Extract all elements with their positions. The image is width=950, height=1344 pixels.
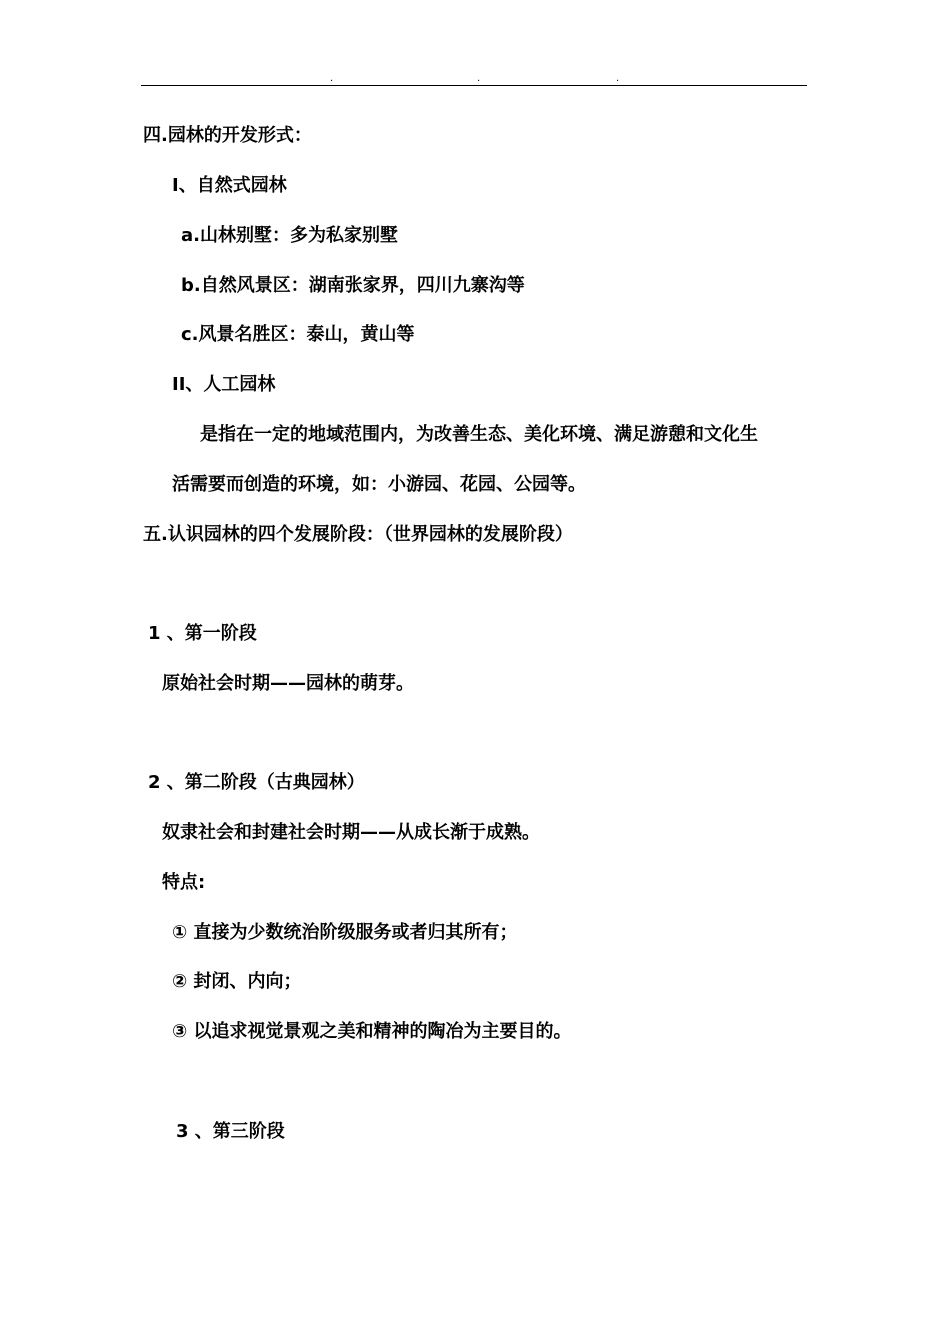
feature-item: ① 直接为少数统治阶级服务或者归其所有；: [172, 922, 518, 943]
features-label: 特点:: [162, 872, 206, 893]
header-dot: .: [477, 73, 481, 84]
paragraph-line: 活需要而创造的环境，如：小游园、花园、公园等。: [172, 474, 586, 495]
header-dot: .: [330, 73, 334, 84]
header-dot: .: [616, 73, 620, 84]
header-rule: [141, 85, 807, 86]
list-item: c.风景名胜区：泰山，黄山等: [181, 324, 415, 345]
list-item: a.山林别墅：多为私家别墅: [181, 225, 398, 246]
list-item: b.自然风景区：湖南张家界，四川九寨沟等: [181, 275, 525, 296]
stage-heading: 3 、第三阶段: [176, 1121, 285, 1142]
stage-heading: 1 、第一阶段: [148, 623, 257, 644]
category-heading-artificial: II、人工园林: [172, 374, 276, 395]
category-heading-natural: I、自然式园林: [172, 175, 287, 196]
feature-item: ③ 以追求视觉景观之美和精神的陶冶为主要目的。: [172, 1021, 572, 1042]
feature-item: ② 封闭、内向；: [172, 971, 302, 992]
stage-description: 原始社会时期——园林的萌芽。: [162, 673, 414, 694]
stage-description: 奴隶社会和封建社会时期——从成长渐于成熟。: [162, 822, 540, 843]
section-heading-4: 四.园林的开发形式：: [143, 125, 312, 146]
section-heading-5: 五.认识园林的四个发展阶段：（世界园林的发展阶段）: [143, 524, 573, 545]
stage-heading: 2 、第二阶段（古典园林）: [148, 772, 365, 793]
paragraph-line: 是指在一定的地域范围内，为改善生态、美化环境、满足游憩和文化生: [200, 424, 758, 445]
